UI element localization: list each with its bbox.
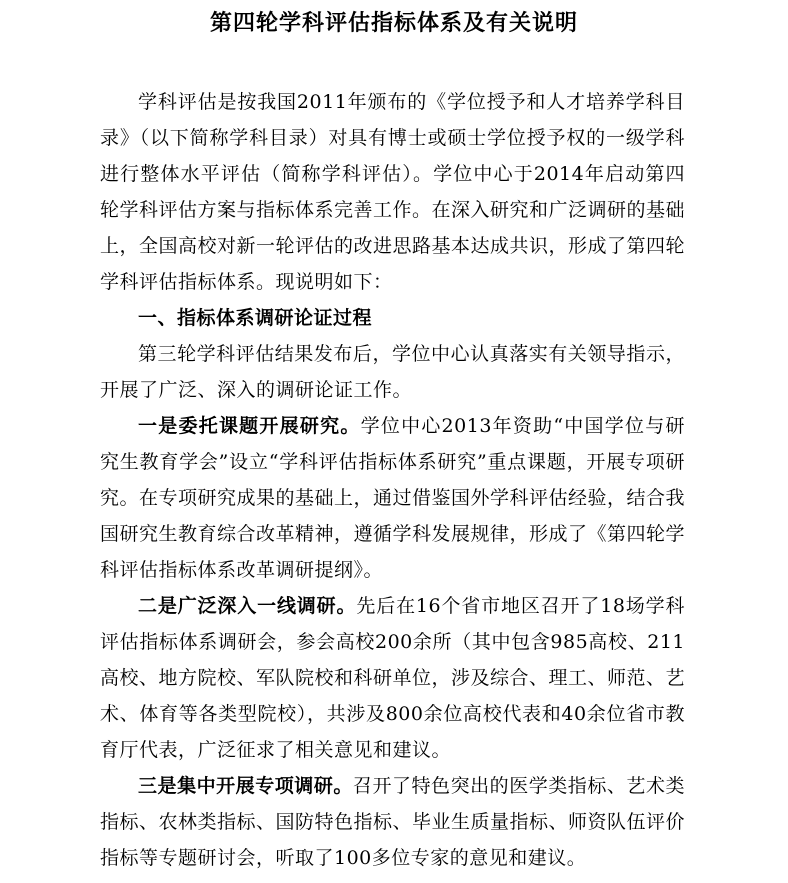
- item-lead-1: 一是委托课题开展研究。: [138, 415, 361, 437]
- section-paragraph: 第三轮学科评估结果发布后，学位中心认真落实有关领导指示，开展了广泛、深入的调研论证工作。: [100, 343, 685, 401]
- intro-paragraph: 学科评估是按我国2011年颁布的《学位授予和人才培养学科目录》（以下简称学科目录）对具有博士或硕士学位授予权的一级学科进行整体水平评估（简称学科评估）。学位中心于2014年启动第四轮学科评估方案与指标体系完善工作。在深入研究和广泛调研的基础上，全国高校对新一轮评估的改进思路基本达成共识，形成了第四轮学科评估指标体系。现说明如下：: [100, 91, 686, 293]
- item-paragraph-2: [100, 588, 685, 768]
- item-text-3: 召开了特色突出的医学类指标、艺术类指标、农林类指标、国防特色指标、毕业生质量指标、师资队伍评价指标等专题研讨会，听取了100多位专家的意见和建议。: [100, 775, 686, 869]
- item-paragraph-1: [100, 408, 685, 588]
- section-heading: 一、指标体系调研论证过程: [138, 307, 373, 329]
- item-text-2: 先后在16个省市地区召开了18场学科评估指标体系调研会，参会高校200余所（其中包含985高校、211高校、地方院校、军队院校和科研单位，涉及综合、理工、师范、艺术、体育等各类型院校），共涉及800余位高校代表和40余位省市教育厅代表，广泛征求了相关意见和建议。: [100, 595, 686, 761]
- item-paragraph-3: [100, 768, 685, 876]
- item-text-1: 学位中心2013年资助“中国学位与研究生教育学会”设立“学科评估指标体系研究”重点课题，开展专项研究。在专项研究成果的基础上，通过借鉴国外学科评估经验，结合我国研究生教育综合改革精神，遵循学科发展规律，形成了《第四轮学科评估指标体系改革调研提纲》。: [100, 415, 686, 581]
- document-title: 第四轮学科评估指标体系及有关说明: [209, 10, 578, 36]
- item-lead-2: 二是广泛深入一线调研。: [138, 595, 357, 617]
- item-lead-3: 三是集中开展专项调研。: [138, 775, 353, 797]
- document-body: [100, 84, 685, 876]
